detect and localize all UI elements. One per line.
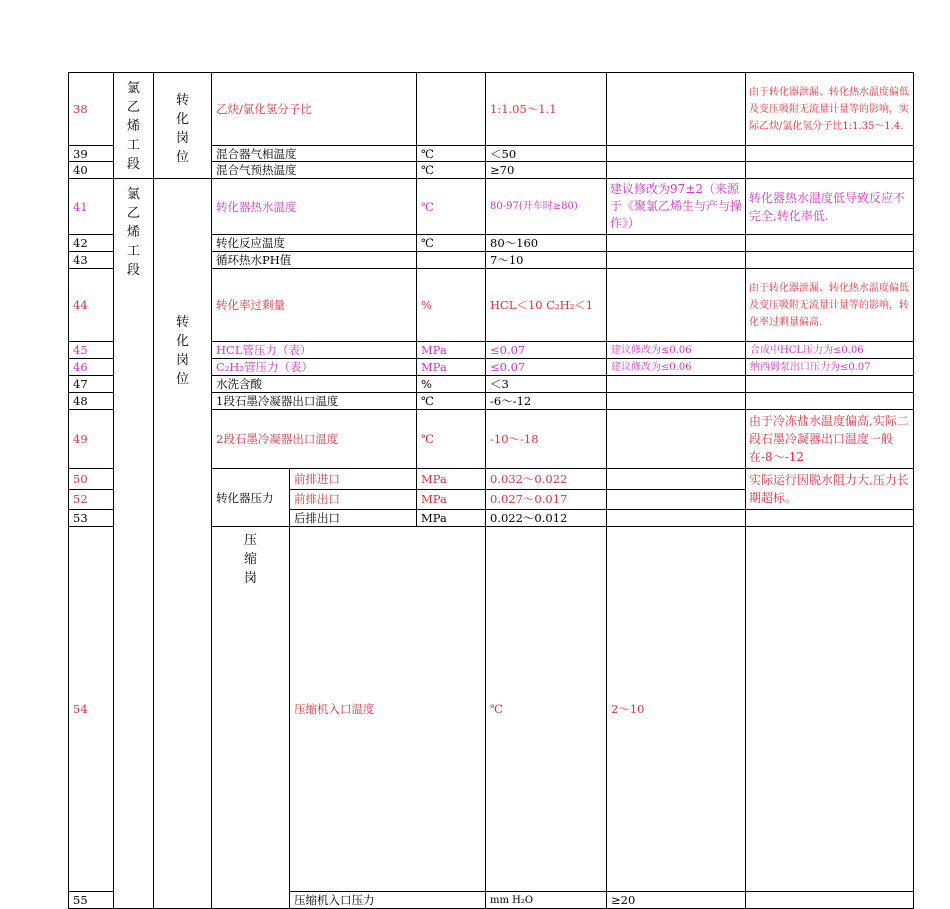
suggestion bbox=[607, 469, 746, 490]
row-number: 54 bbox=[69, 527, 114, 892]
table-row bbox=[69, 73, 914, 146]
value: ≥70 bbox=[486, 162, 607, 179]
suggestion bbox=[607, 269, 746, 342]
parameter-table bbox=[68, 72, 914, 909]
unit: MPa bbox=[417, 489, 486, 510]
remark bbox=[746, 376, 914, 393]
row-number: 50 bbox=[69, 469, 114, 490]
row-number: 46 bbox=[69, 359, 114, 376]
unit bbox=[417, 73, 486, 146]
suggestion bbox=[607, 489, 746, 510]
row-number: 45 bbox=[69, 342, 114, 359]
sub-item-name: 前排进口 bbox=[290, 469, 417, 490]
value: 2～10 bbox=[607, 527, 746, 892]
unit: ℃ bbox=[417, 393, 486, 410]
row-number: 40 bbox=[69, 162, 114, 179]
unit: mm H₂O bbox=[486, 892, 607, 909]
item-name: 转化器热水温度 bbox=[212, 179, 417, 235]
unit: MPa bbox=[417, 342, 486, 359]
remark: 纳西姆泵出口压力为≤0.07 bbox=[746, 359, 914, 376]
suggestion bbox=[607, 146, 746, 162]
unit: ℃ bbox=[417, 235, 486, 252]
unit: % bbox=[417, 269, 486, 342]
suggestion: 建议修改为97±2（来源于《聚氯乙烯生与产与操作》） bbox=[607, 179, 746, 235]
row-number: 49 bbox=[69, 410, 114, 469]
value: 7～10 bbox=[486, 252, 607, 269]
remark bbox=[746, 146, 914, 162]
unit: MPa bbox=[417, 359, 486, 376]
row-number: 55 bbox=[69, 892, 114, 909]
item-name: 压缩机入口压力 bbox=[290, 892, 486, 909]
value: 80～160 bbox=[486, 235, 607, 252]
row-number: 52 bbox=[69, 489, 114, 510]
row-number: 39 bbox=[69, 146, 114, 162]
row-number: 44 bbox=[69, 269, 114, 342]
item-name: 混合气预热温度 bbox=[212, 162, 417, 179]
unit: ℃ bbox=[417, 410, 486, 469]
value: 80-97(开车时≥80) bbox=[486, 179, 607, 235]
remark bbox=[746, 393, 914, 410]
item-name: C₂H₂管压力（表） bbox=[212, 359, 417, 376]
remark bbox=[746, 510, 914, 527]
suggestion bbox=[607, 73, 746, 146]
value: 0.022～0.012 bbox=[486, 510, 607, 527]
suggestion: 建议修改为≤0.06 bbox=[607, 342, 746, 359]
sub-item-name: 后排出口 bbox=[290, 510, 417, 527]
suggestion bbox=[607, 162, 746, 179]
remark: 由于转化器泄漏、转化热水温度偏低及变压吸附无流量计量等的影响，实际乙炔/氯化氢分子比1:1.35～1.4. bbox=[746, 73, 914, 146]
value: ＜50 bbox=[486, 146, 607, 162]
item-name: 2段石墨冷凝器出口温度 bbox=[212, 410, 417, 469]
row-number: 43 bbox=[69, 252, 114, 269]
value: 0.032～0.022 bbox=[486, 469, 607, 490]
suggestion bbox=[746, 892, 914, 909]
item-name: 压缩机入口温度 bbox=[290, 527, 486, 892]
value: ≤0.07 bbox=[486, 359, 607, 376]
unit: % bbox=[417, 376, 486, 393]
suggestion bbox=[607, 393, 746, 410]
item-name: 混合器气相温度 bbox=[212, 146, 417, 162]
suggestion bbox=[607, 510, 746, 527]
item-name: 转化反应温度 bbox=[212, 235, 417, 252]
value: -6～-12 bbox=[486, 393, 607, 410]
unit bbox=[417, 252, 486, 269]
suggestion bbox=[607, 376, 746, 393]
post-label: 转化岗位 bbox=[154, 179, 212, 909]
value: ≥20 bbox=[607, 892, 746, 909]
value: ≤0.07 bbox=[486, 342, 607, 359]
remark bbox=[746, 235, 914, 252]
section-label: 氯乙烯工段 bbox=[114, 73, 154, 179]
value: -10～-18 bbox=[486, 410, 607, 469]
sub-item-name: 前排出口 bbox=[290, 489, 417, 510]
item-name: 循环热水PH值 bbox=[212, 252, 417, 269]
remark: 由于冷冻盐水温度偏高,实际二段石墨冷凝器出口温度一般在-8～-12 bbox=[746, 410, 914, 469]
table-row bbox=[69, 179, 914, 235]
post-label: 转化岗位 bbox=[154, 73, 212, 179]
remark: 合成中HCL压力为≤0.06 bbox=[746, 342, 914, 359]
item-name: 转化率过剩量 bbox=[212, 269, 417, 342]
value: HCL＜10 C₂H₂＜1 bbox=[486, 269, 607, 342]
unit: ℃ bbox=[417, 162, 486, 179]
unit: ℃ bbox=[486, 527, 607, 892]
suggestion bbox=[607, 410, 746, 469]
unit: MPa bbox=[417, 469, 486, 490]
unit: ℃ bbox=[417, 179, 486, 235]
row-number: 53 bbox=[69, 510, 114, 527]
unit: ℃ bbox=[417, 146, 486, 162]
remark: 转化器热水温度低导致反应不完全,转化率低. bbox=[746, 179, 914, 235]
suggestion bbox=[746, 527, 914, 892]
value: 0.027～0.017 bbox=[486, 489, 607, 510]
row-number: 47 bbox=[69, 376, 114, 393]
suggestion bbox=[607, 235, 746, 252]
item-name: HCL管压力（表） bbox=[212, 342, 417, 359]
remark bbox=[746, 162, 914, 179]
item-name: 水洗含酸 bbox=[212, 376, 417, 393]
post-label: 压缩岗 bbox=[212, 527, 290, 909]
row-number: 42 bbox=[69, 235, 114, 252]
remark: 实际运行因脱水阻力大,压力长期超标。 bbox=[746, 469, 914, 510]
item-name: 1段石墨冷凝器出口温度 bbox=[212, 393, 417, 410]
item-name: 乙炔/氯化氢分子比 bbox=[212, 73, 417, 146]
suggestion: 建议修改为≤0.06 bbox=[607, 359, 746, 376]
value: 1:1.05～1.1 bbox=[486, 73, 607, 146]
section-label: 氯乙烯工段 bbox=[114, 179, 154, 909]
value: ＜3 bbox=[486, 376, 607, 393]
row-number: 48 bbox=[69, 393, 114, 410]
row-number: 41 bbox=[69, 179, 114, 235]
pressure-item-name: 转化器压力 bbox=[212, 469, 290, 527]
row-number: 38 bbox=[69, 73, 114, 146]
suggestion bbox=[607, 252, 746, 269]
remark: 由于转化器泄漏、转化热水温度偏低及变压吸附无流量计量等的影响，转化率过剩量偏高. bbox=[746, 269, 914, 342]
unit: MPa bbox=[417, 510, 486, 527]
remark bbox=[746, 252, 914, 269]
